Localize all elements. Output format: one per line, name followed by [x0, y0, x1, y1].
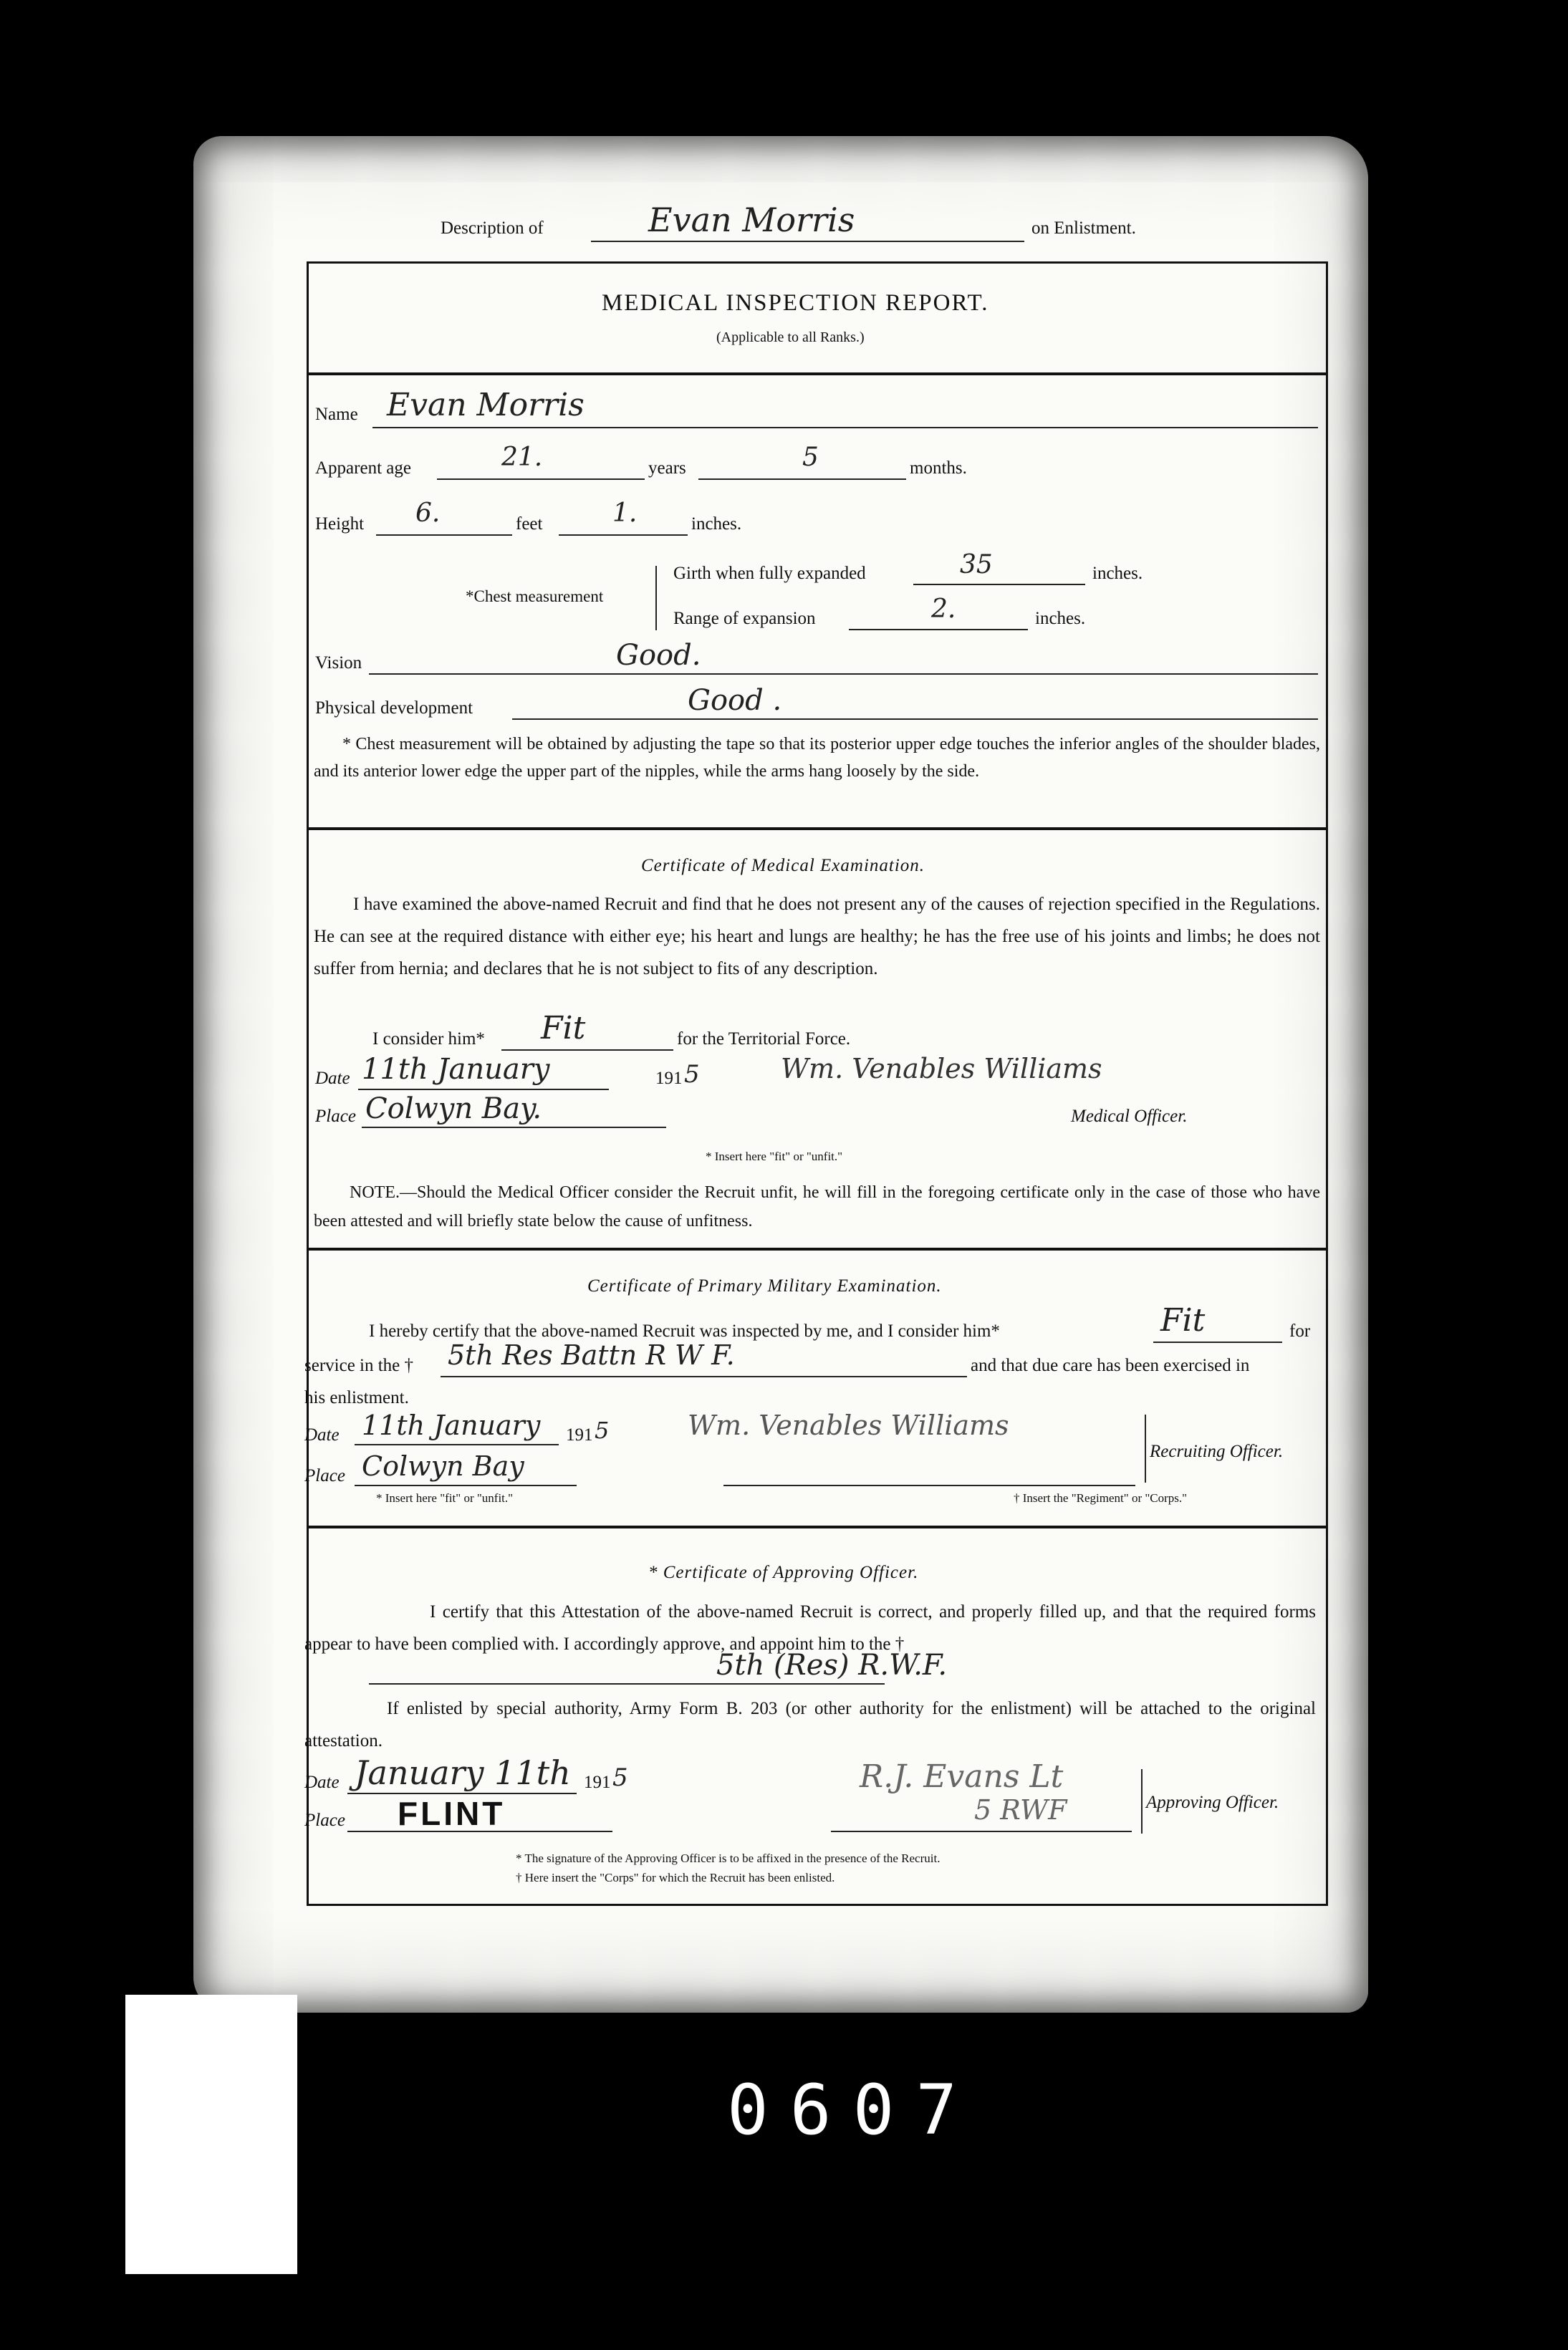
approving-footnote2: † Here insert the "Corps" for which the Recruit has been enlisted. [516, 1871, 835, 1884]
height-inches: 1. [612, 499, 638, 528]
medical-date-label: Date [315, 1069, 350, 1088]
medical-year-value: 5 [684, 1060, 700, 1089]
military-date-value: 11th January [362, 1410, 541, 1441]
approving-signature: R.J. Evans Lt [860, 1758, 1064, 1795]
approving-year-prefix: 191 [584, 1773, 611, 1792]
divider-medical [307, 827, 1328, 830]
height-inches-line [559, 534, 688, 536]
consider-suffix: for the Territorial Force. [677, 1029, 851, 1049]
girth-value: 35 [960, 550, 993, 579]
military-place-label: Place [304, 1466, 345, 1485]
recruiting-officer-label: Recruiting Officer. [1150, 1442, 1284, 1461]
range-value: 2. [931, 594, 956, 624]
height-feet-line [376, 534, 512, 536]
frame-number: 0607 [727, 2070, 979, 2150]
approving-footnote1: * The signature of the Approving Officer is to be affixed in the presence of the Recruit. [516, 1851, 941, 1865]
divider-title [307, 372, 1328, 375]
consider-value: Fit [541, 1010, 586, 1046]
age-months: 5 [802, 443, 819, 472]
military-line1-prefix: I hereby certify that the above-named Recruit was inspected by me, and I consider him* [369, 1321, 1000, 1341]
approving-heading: * Certificate of Approving Officer. [648, 1563, 919, 1582]
consider-line [501, 1049, 673, 1051]
physical-value: Good . [688, 684, 782, 717]
medical-date-line [358, 1089, 609, 1090]
military-signature: Wm. Venables Williams [688, 1410, 1009, 1441]
medical-place-line [362, 1127, 666, 1128]
recruiting-brace [1139, 1415, 1146, 1483]
military-year-prefix: 191 [566, 1425, 593, 1445]
vision-value: Good. [616, 639, 701, 672]
medical-place-label: Place [315, 1107, 356, 1126]
height-feet: 6. [415, 499, 441, 528]
name-label: Name [315, 405, 358, 424]
name-line [372, 427, 1318, 428]
report-subtitle: (Applicable to all Ranks.) [716, 329, 865, 345]
military-fit-value: Fit [1160, 1302, 1206, 1339]
girth-unit: inches. [1092, 564, 1143, 583]
description-suffix: on Enlistment. [1031, 218, 1136, 238]
months-label: months. [910, 458, 967, 478]
medical-officer-label: Medical Officer. [1071, 1107, 1188, 1126]
approving-place-line [347, 1831, 612, 1832]
service-line [441, 1376, 967, 1377]
medical-date-value: 11th January [362, 1053, 550, 1086]
service-value: 5th Res Battn R W F. [448, 1339, 735, 1371]
medical-signature: Wm. Venables Williams [781, 1053, 1102, 1084]
military-place-line [355, 1485, 577, 1486]
note-text: —Should the Medical Officer consider the Recruit unfit, he will fill in the foregoing certificate only in the case of those who have been attested and will briefly state below the cause of unfitness. [314, 1183, 1320, 1231]
height-label: Height [315, 514, 365, 534]
chest-label: *Chest measurement [466, 587, 604, 605]
approving-brace [1135, 1769, 1143, 1834]
medical-insert-note: * Insert here "fit" or "unfit." [706, 1150, 843, 1163]
name-value: Evan Morris [387, 387, 585, 423]
chest-brace [655, 566, 657, 630]
recruiting-officer-line [723, 1485, 1135, 1486]
medical-note [314, 1178, 1320, 1236]
military-date-line [355, 1444, 559, 1445]
military-year-value: 5 [595, 1417, 610, 1444]
range-label: Range of expansion [673, 609, 816, 628]
description-line [591, 241, 1024, 242]
feet-label: feet [516, 514, 543, 534]
note-label: NOTE. [350, 1183, 400, 1202]
age-label: Apparent age [315, 458, 411, 478]
approving-officer-label: Approving Officer. [1146, 1793, 1279, 1812]
age-years-line [437, 478, 645, 480]
approving-body2: If enlisted by special authority, Army Form B. 203 (or other authority for the enlistment) will be attached to the original attestation. [304, 1699, 1316, 1751]
girth-line [913, 584, 1085, 585]
divider-approving [307, 1526, 1328, 1528]
vision-line [369, 673, 1318, 675]
approving-place-label: Place [304, 1811, 345, 1830]
approving-date-value: January 11th [355, 1753, 571, 1792]
enlistment-text: his enlistment. [304, 1388, 409, 1407]
medical-year-prefix: 191 [655, 1069, 683, 1088]
service-prefix: service in the † [304, 1356, 414, 1375]
inches-label: inches. [691, 514, 742, 534]
service-suffix: and that due care has been exercised in [971, 1356, 1250, 1375]
medical-body: I have examined the above-named Recruit and find that he does not present any of the causes of rejection specified in the Regulations. He can see at the required distance with either eye; his heart and lungs are healthy; he has the free use of his joints and limbs; he does not suffer from hernia; and declares that he is not subject to fits of any description. [314, 895, 1320, 978]
regiment-note: † Insert the "Regiment" or "Corps." [1014, 1491, 1188, 1505]
age-months-line [698, 478, 906, 480]
range-line [849, 629, 1028, 630]
age-years: 21. [501, 443, 543, 472]
vision-label: Vision [315, 653, 362, 673]
military-place-value: Colwyn Bay [362, 1450, 524, 1482]
film-white-patch [125, 1995, 297, 2274]
approving-body: I certify that this Attestation of the above-named Recruit is correct, and properly filled up, and that the required forms appear to have been complied with. I accordingly approve, and appoint him to the † [304, 1602, 1316, 1654]
approving-signature-line [831, 1831, 1132, 1832]
appoint-value: 5th (Res) R.W.F. [716, 1649, 948, 1682]
approving-signature-unit: 5 RWF [974, 1794, 1067, 1826]
description-name: Evan Morris [648, 201, 855, 239]
approving-date-label: Date [304, 1773, 340, 1792]
military-insert-note: * Insert here "fit" or "unfit." [376, 1491, 514, 1505]
medical-heading: Certificate of Medical Examination. [641, 856, 925, 875]
military-date-label: Date [304, 1425, 340, 1445]
range-unit: inches. [1035, 609, 1086, 628]
years-label: years [648, 458, 686, 478]
physical-label: Physical development [315, 698, 473, 718]
description-prefix: Description of [441, 218, 544, 238]
girth-label: Girth when fully expanded [673, 564, 866, 583]
consider-prefix: I consider him* [372, 1029, 485, 1049]
physical-line [512, 718, 1318, 720]
military-fit-line [1153, 1342, 1282, 1343]
report-title: MEDICAL INSPECTION REPORT. [602, 290, 989, 316]
medical-place-value: Colwyn Bay. [365, 1092, 542, 1125]
approving-year-value: 5 [612, 1763, 628, 1792]
chest-note: * Chest measurement will be obtained by adjusting the tape so that its posterior upper edge touches the inferior angles of the shoulder blades, and its anterior lower edge the upper part of the nipples, while the arms hang loosely by the side. [314, 735, 1320, 781]
appoint-line [369, 1683, 885, 1685]
military-line1-suffix: for [1289, 1321, 1311, 1341]
divider-military [307, 1248, 1328, 1251]
approving-place-stamp: FLINT [398, 1795, 506, 1832]
military-heading: Certificate of Primary Military Examination. [587, 1276, 942, 1296]
